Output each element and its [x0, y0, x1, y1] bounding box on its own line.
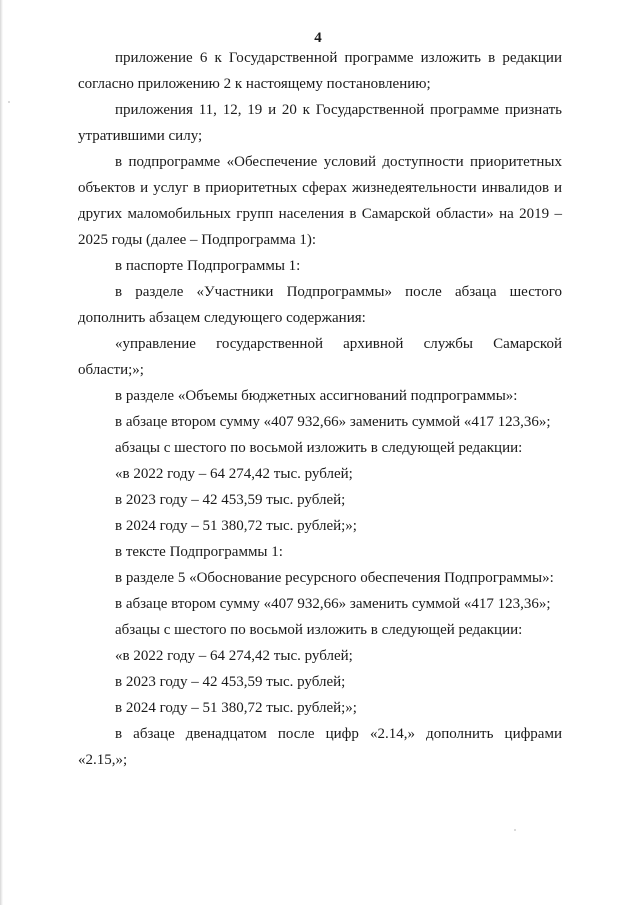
- paragraph: в абзаце втором сумму «407 932,66» заменить суммой «417 123,36»;: [115, 414, 551, 430]
- paragraph: «в 2022 году – 64 274,42 тыс. рублей;: [115, 466, 353, 482]
- paragraph: в абзаце втором сумму «407 932,66» заменить суммой «417 123,36»;: [115, 596, 551, 612]
- paragraph: в 2024 году – 51 380,72 тыс. рублей;»;: [115, 700, 357, 716]
- paragraph: в разделе «Участники Подпрограммы» после абзаца шестого дополнить абзацем следующего содержания:: [78, 284, 562, 326]
- paragraph: в абзаце двенадцатом после цифр «2.14,» дополнить цифрами «2.15,»;: [78, 726, 562, 768]
- scan-speck: [8, 101, 10, 103]
- paragraph: приложение 6 к Государственной программе изложить в редакции согласно приложению 2 к настоящему постановлению;: [78, 50, 562, 92]
- page-number: 4: [314, 30, 322, 46]
- paragraph: в 2023 году – 42 453,59 тыс. рублей;: [115, 492, 346, 508]
- paragraph: в паспорте Подпрограммы 1:: [115, 258, 301, 274]
- scan-edge: [0, 0, 3, 905]
- paragraph: в разделе «Объемы бюджетных ассигнований подпрограммы»:: [115, 388, 518, 404]
- paragraph: в 2024 году – 51 380,72 тыс. рублей;»;: [115, 518, 357, 534]
- paragraph: «в 2022 году – 64 274,42 тыс. рублей;: [115, 648, 353, 664]
- paragraph: приложения 11, 12, 19 и 20 к Государственной программе признать утратившими силу;: [78, 102, 562, 144]
- paragraph: абзацы с шестого по восьмой изложить в следующей редакции:: [115, 440, 523, 456]
- paragraph: «управление государственной архивной службы Самарской области;»;: [78, 336, 562, 378]
- paragraph: в разделе 5 «Обоснование ресурсного обеспечения Подпрограммы»:: [115, 570, 554, 586]
- paragraph: в тексте Подпрограммы 1:: [115, 544, 283, 560]
- scan-speck: [514, 829, 516, 831]
- paragraph: в подпрограмме «Обеспечение условий доступности приоритетных объектов и услуг в приоритетных сферах жизнедеятельности инвалидов и других маломобильных групп населения в Самарской области» на 2019 – 2025 годы (далее – Подпрограмма 1):: [78, 154, 562, 248]
- document-body: [78, 45, 562, 773]
- paragraph: в 2023 году – 42 453,59 тыс. рублей;: [115, 674, 346, 690]
- paragraph: абзацы с шестого по восьмой изложить в следующей редакции:: [115, 622, 523, 638]
